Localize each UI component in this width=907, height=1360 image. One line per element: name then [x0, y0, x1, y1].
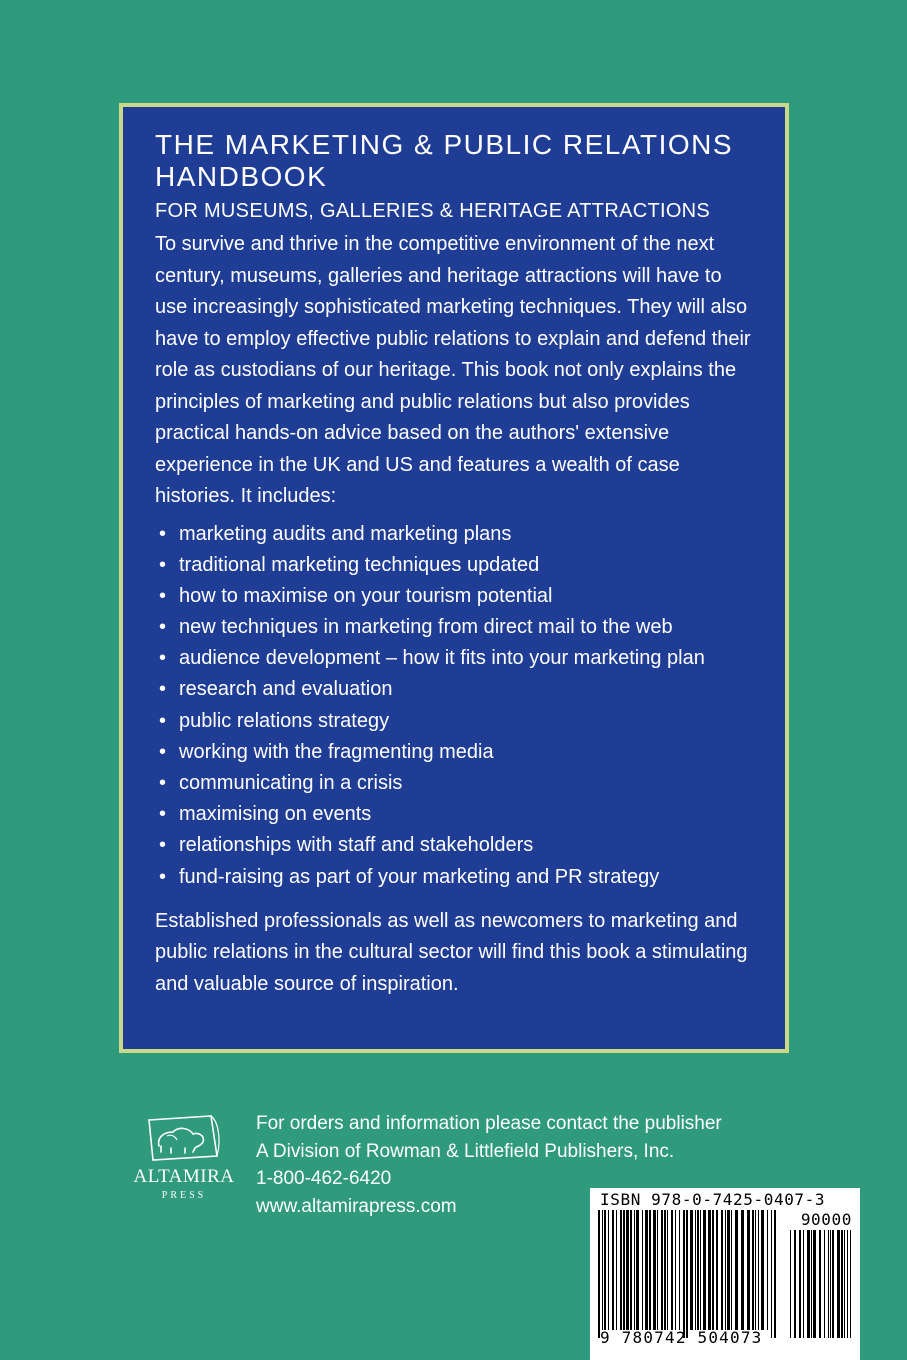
- feature-text: how to maximise on your tourism potential: [179, 584, 553, 607]
- bullet-icon: •: [159, 616, 167, 639]
- barcode-bar: [819, 1230, 821, 1338]
- feature-item: [155, 522, 755, 547]
- barcode-bar: [731, 1210, 732, 1330]
- barcode-bar: [604, 1210, 606, 1330]
- barcode-bar: [602, 1210, 603, 1330]
- feature-text: audience development – how it fits into your marketing plan: [179, 647, 705, 670]
- price-code: 90000: [800, 1210, 852, 1229]
- bullet-icon: •: [159, 740, 167, 763]
- barcode-bar: [695, 1210, 696, 1330]
- bullet-icon: •: [159, 553, 167, 576]
- barcode-bar: [747, 1210, 750, 1330]
- barcode-bar: [708, 1210, 711, 1330]
- barcode-bar: [803, 1230, 804, 1338]
- barcode-bar: [735, 1210, 738, 1330]
- feature-text: public relations strategy: [179, 709, 390, 732]
- logo-name: ALTAMIRA: [133, 1166, 235, 1187]
- feature-text: working with the fragmenting media: [179, 740, 494, 763]
- barcode-bar: [811, 1230, 812, 1338]
- barcode-bar: [850, 1230, 851, 1338]
- publisher-division: A Division of Rowman & Littlefield Publishers, Inc.: [256, 1140, 675, 1162]
- barcode-bar: [752, 1210, 754, 1330]
- barcode-bar: [653, 1210, 656, 1330]
- barcode-bar: [630, 1210, 632, 1330]
- feature-text: maximising on events: [179, 803, 372, 826]
- barcode-bar: [741, 1210, 744, 1330]
- feature-item: [155, 584, 755, 609]
- bullet-icon: •: [159, 647, 167, 670]
- barcode-bar: [813, 1230, 816, 1338]
- publisher-phone: 1-800-462-6420: [256, 1168, 392, 1189]
- publisher-website[interactable]: www.altamirapress.com: [256, 1195, 457, 1217]
- barcode-bar: [716, 1210, 718, 1330]
- feature-text: communicating in a crisis: [179, 772, 403, 794]
- barcode-bar: [725, 1210, 726, 1330]
- barcode-bar: [828, 1230, 829, 1338]
- barcode-bar: [767, 1210, 768, 1330]
- barcode-bar: [616, 1210, 617, 1330]
- isbn-number: ISBN 978-0-7425-0407-3: [600, 1190, 826, 1209]
- barcode-bar: [671, 1210, 673, 1330]
- barcode-bar: [799, 1230, 801, 1338]
- bison-icon: [149, 1116, 219, 1160]
- feature-item: [155, 615, 755, 640]
- logo-subname: PRESS: [161, 1190, 207, 1201]
- barcode-bar: [623, 1210, 625, 1330]
- barcode-bar: [700, 1210, 701, 1330]
- bullet-icon: •: [159, 709, 167, 732]
- barcode-bar: [679, 1210, 680, 1330]
- bullet-icon: •: [159, 834, 167, 857]
- barcode-bar: [683, 1210, 685, 1338]
- barcode-bar: [697, 1210, 699, 1330]
- barcode-bar: [727, 1210, 730, 1330]
- feature-text: traditional marketing techniques updated: [179, 553, 540, 576]
- bullet-icon: •: [159, 803, 167, 826]
- feature-text: fund-raising as part of your marketing and PR strategy: [179, 865, 660, 888]
- barcode-bar: [807, 1230, 810, 1338]
- barcode-bar: [837, 1230, 840, 1338]
- feature-item: [155, 833, 755, 858]
- barcode-bar: [774, 1210, 776, 1338]
- description-panel: [119, 103, 789, 1053]
- feature-text: new techniques in marketing from direct mail to the web: [179, 616, 673, 639]
- barcode-digits: 9 780742 504073: [600, 1328, 763, 1347]
- barcode-bar: [608, 1210, 609, 1330]
- barcode-bar: [824, 1230, 825, 1338]
- barcode-bar: [626, 1210, 629, 1330]
- barcode-bar: [703, 1210, 706, 1330]
- barcode-bar: [649, 1210, 651, 1330]
- bullet-icon: •: [159, 584, 167, 607]
- feature-item: [155, 553, 755, 578]
- feature-text: marketing audits and marketing plans: [179, 522, 512, 545]
- barcode-bar: [612, 1210, 614, 1330]
- feature-item: [155, 865, 755, 890]
- barcode-bar: [721, 1210, 723, 1330]
- intro-paragraph: To survive and thrive in the competitive environment of the next century, museums, galleries and heritage attractions will have to use increasingly sophisticated marketing techniques. They will also have to employ effective public relations to explain and defend their role as custodians of our heritage. This book not only explains the principles of marketing and public relations but also provides practical hands-on advice based on the authors' extensive experience in the UK and US and features a wealth of case histories. It includes:: [155, 233, 751, 507]
- barcode-bar: [657, 1210, 658, 1330]
- feature-text: research and evaluation: [179, 678, 393, 701]
- feature-item: [155, 709, 755, 734]
- barcode-bar: [690, 1210, 693, 1330]
- contact-line: For orders and information please contact the publisher: [256, 1113, 722, 1134]
- barcode-bar: [712, 1210, 714, 1330]
- book-subtitle: FOR MUSEUMS, GALLERIES & HERITAGE ATTRACTIONS: [155, 200, 711, 222]
- feature-item: [155, 802, 755, 827]
- closing-paragraph: Established professionals as well as newcomers to marketing and public relations in the cultural sector will find this book a stimulating and valuable source of inspiration.: [155, 909, 748, 995]
- barcode-bar: [642, 1210, 643, 1330]
- feature-text: relationships with staff and stakeholders: [179, 834, 534, 857]
- barcode-bar: [634, 1210, 635, 1330]
- barcode-bar: [620, 1210, 622, 1330]
- barcode-bar: [771, 1210, 772, 1338]
- feature-item: [155, 740, 755, 765]
- barcode-bar: [758, 1210, 759, 1330]
- barcode-bar: [790, 1230, 791, 1338]
- barcode-bar: [675, 1210, 676, 1330]
- barcode-bar: [761, 1210, 764, 1330]
- bullet-icon: •: [159, 772, 167, 794]
- barcode-bar: [661, 1210, 663, 1330]
- feature-item: [155, 771, 755, 796]
- feature-item: [155, 677, 755, 702]
- barcode-bar: [847, 1230, 848, 1338]
- bullet-icon: •: [159, 522, 167, 545]
- bullet-icon: •: [159, 678, 167, 701]
- bullet-icon: •: [159, 865, 167, 888]
- barcode-bar: [598, 1210, 600, 1338]
- barcode-bar: [667, 1210, 668, 1330]
- altamira-press-logo: [127, 1112, 241, 1202]
- barcode-bar: [844, 1230, 845, 1338]
- book-title: THE MARKETING & PUBLIC RELATIONS HANDBOOK: [155, 129, 734, 192]
- barcode-bar: [664, 1210, 666, 1330]
- barcode-bar: [645, 1210, 648, 1330]
- barcode-bar: [832, 1230, 834, 1338]
- barcode-bar: [830, 1230, 831, 1338]
- barcode-bar: [636, 1210, 639, 1330]
- barcode-bar: [841, 1230, 843, 1338]
- features-list: [155, 522, 755, 890]
- barcode-bar: [755, 1210, 756, 1330]
- barcode-bar: [686, 1210, 688, 1338]
- barcode-bar: [794, 1230, 796, 1338]
- feature-item: [155, 646, 755, 671]
